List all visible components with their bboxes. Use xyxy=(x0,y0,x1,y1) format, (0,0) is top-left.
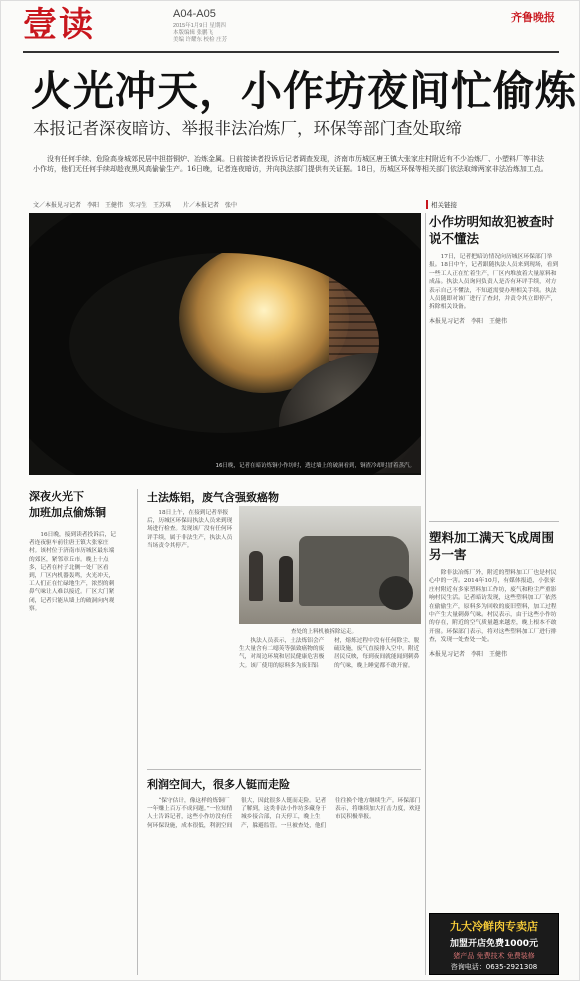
left-heading-line-1: 深夜火光下 xyxy=(29,490,84,503)
advertisement[interactable] xyxy=(429,913,559,975)
sidebar-story-2 xyxy=(429,529,559,658)
middle-heading-1: 土法炼铝，废气含强致癌物 xyxy=(147,491,279,504)
masthead-rule xyxy=(23,51,559,53)
left-heading-line-2: 加班加点偷炼铜 xyxy=(29,506,106,519)
sidebar-story-1 xyxy=(429,213,559,325)
editor-line: 本版编辑 张鹏飞 xyxy=(173,30,214,36)
design-line: 美编 许耀东 校检 庄芳 xyxy=(173,37,228,43)
middle-text-2: 执法人员表示，土法炼铝会产生大量含有二噁英等强致癌物的废气，对周边环境和居民健康危害极大。该厂使用的原料多为废旧铝材，熔炼过程中没有任何除尘、脱硫设施，废气直接排入空中。附近居民反映，每到夜间就能闻到刺鼻的气味，晚上睡觉都不敢开窗。 xyxy=(239,638,420,669)
sidebar-story-1-text: 17日，记者把暗访情况向历城区环保部门举报。18日中午，记者跟随执法人员来到现场，看到一些工人正在忙着生产，厂区内堆放着大量原料和成品。执法人员询问负责人是否有环评手续，对方表示自己不懂法，不知道需要办理相关手续。执法人员随即对该厂进行了查封，并责令其立即停产，拆除相关设备。 xyxy=(429,254,559,311)
sidebar-divider xyxy=(429,521,559,522)
middle-text-3: “保守估计，像这样的炼铜厂一年赚上百万不成问题。”一位知情人士告诉记者，这些小作坊没有任何环保设施，成本很低，利润空间很大，因此很多人铤而走险。记者了解到，这类非法小作坊多藏身于城乡接合部，白天停工，晚上生产，躲避监管。一旦被查处，他们往往换个地方继续生产。环保部门表示，将继续加大打击力度，欢迎市民积极举报。 xyxy=(147,798,421,829)
main-photo-caption: 16日晚，记者在暗访炼铜小作坊时，透过墙上的破洞看到，铜渣冷却时冒着蒸汽。 xyxy=(215,463,415,469)
headline: 火光冲天，小作坊夜间忙偷炼 xyxy=(31,67,577,115)
worker-figure xyxy=(279,556,293,602)
middle-divider xyxy=(147,769,421,770)
left-section xyxy=(29,489,119,613)
edition-meta xyxy=(173,23,243,44)
second-photo-caption: 查处的上料机被拆除运走。 xyxy=(291,629,358,635)
worker-figure xyxy=(249,551,263,601)
second-photo xyxy=(239,506,421,624)
sidebar-story-2-text: 除非法冶炼厂外，附近的塑料加工厂也是村民心中的一害。2014年10月，有媒体报道，小张家庄村附近有多家塑料加工作坊，废气和粉尘严重影响村民生活。记者暗访发现，这些塑料加工厂依然在偷偷生产，原料多为回收的废旧塑料，加工过程中产生大量刺鼻气味。村民表示，由于这些小作坊的存在，附近的空气质量越来越差，晚上根本不敢开窗。环保部门表示，将对这些塑料加工厂进行排查，发现一处查处一处。 xyxy=(429,570,557,644)
sidebar-story-1-heading: 小作坊明知故犯被查时说不懂法 xyxy=(429,214,555,246)
left-section-text: 16日晚，接到读者投诉后，记者连夜驱车前往唐王镇大张家庄村。该村位于济南市历城区最东端的郊区，紧邻章丘市。晚上十点多，记者在村子北侧一处厂区看到，厂区内机器轰鸣，火光冲天，工人们正在忙碌地生产，浓烈的刺鼻气味让人难以接近。厂区大门紧闭，记者只能从墙上的破洞向内观察。 xyxy=(29,532,116,612)
ad-phone: 咨询电话：0635-2921308 xyxy=(450,963,538,971)
section-brand: 壹读 xyxy=(23,5,95,45)
paper-logo: 齐鲁晚报 xyxy=(511,11,555,24)
wall-hole-vignette xyxy=(29,213,421,475)
masthead xyxy=(23,5,559,49)
ad-line-2: 加盟开店免费1000元 xyxy=(449,939,539,949)
page-numbers: A04-A05 xyxy=(173,8,216,20)
middle-heading-2: 利润空间大，很多人铤而走险 xyxy=(147,778,290,791)
left-section-heading xyxy=(29,489,119,521)
column-divider-2 xyxy=(425,213,426,975)
middle-text-1: 18日上午，在接到记者举报后，历城区环保局执法人员来到现场进行检查。发现该厂没有任何环评手续，属于非法生产，执法人员当场责令其停产。 xyxy=(147,510,233,549)
subheadline: 本报记者深夜暗访、举报非法冶炼厂，环保等部门查处取缔 xyxy=(33,119,462,138)
column-divider-1 xyxy=(137,489,138,975)
date-line: 2015年1月9日 星期四 xyxy=(173,23,226,29)
loader-wheel xyxy=(379,576,413,610)
byline: 文／本报见习记者 李阳 王健伟 实习生 王苏琪 片／本报记者 张中 xyxy=(33,202,238,209)
sidebar-story-2-heading: 塑料加工满天飞成周围另一害 xyxy=(429,530,555,562)
related-links-tag: 相关链接 xyxy=(426,200,561,209)
sidebar-story-2-credit: 本报见习记者 李阳 王健伟 xyxy=(429,650,508,658)
ad-line-3: 猪产品 免费技术 免费装修 xyxy=(453,952,535,960)
lead-paragraph: 没有任何手续、危险高身城郊民居中担搭铜炉、冶炼金属。日前接读者投诉后记者调查发现，济南市历城区唐王镇大张家庄村附近有不少冶炼厂、小塑料厂等非法小作坊，他们无任何手续却趁夜黑风高偷偷生产。16日晚，记者连夜暗访，并向执法部门提供有关证据。18日，历城区环保等相关部门依法取缔两家非法冶炼加工点。 xyxy=(33,155,548,173)
main-photo xyxy=(29,213,421,475)
sidebar-story-1-credit: 本报见习记者 李阳 王健伟 xyxy=(429,317,508,325)
ad-line-1: 九大冷鲜肉专卖店 xyxy=(450,920,538,933)
